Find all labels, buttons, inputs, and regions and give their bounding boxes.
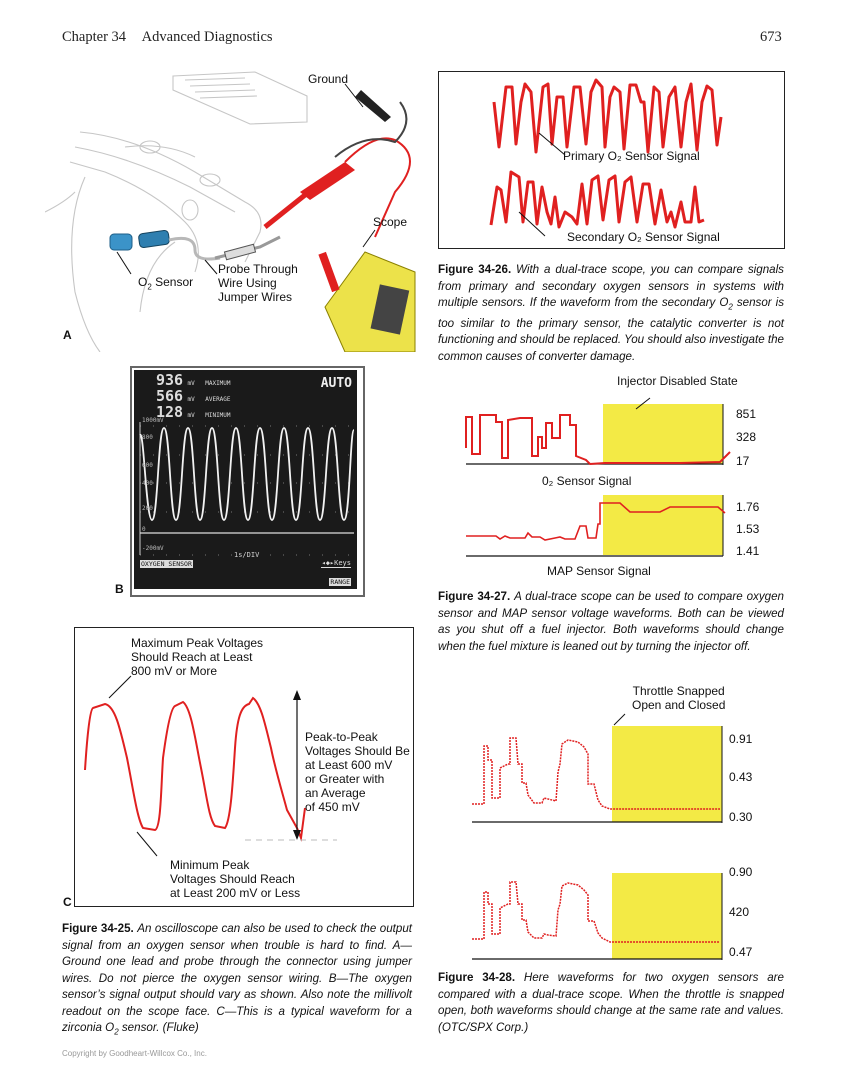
scope-range-button: RANGE bbox=[330, 578, 350, 586]
panel-letter-c: C bbox=[63, 895, 72, 909]
label-o2-sensor-signal: 0₂ Sensor Signal bbox=[542, 474, 632, 488]
top-tick-0-30: 0.30 bbox=[729, 810, 753, 824]
primary-o2-waveform bbox=[494, 80, 721, 152]
scope-screen bbox=[134, 370, 357, 589]
y-tick-minus-200mv: -200mV bbox=[142, 545, 164, 552]
y-tick-400: 400 bbox=[142, 480, 153, 487]
y-tick-200: 200 bbox=[142, 505, 153, 512]
scope-hookup-illustration bbox=[45, 62, 420, 352]
figure-34-28-graphic bbox=[470, 680, 770, 960]
map-tick-1-41: 1.41 bbox=[736, 544, 760, 558]
label-probe-through-wire: Probe Through Wire Using Jumper Wires bbox=[218, 262, 298, 304]
figure-34-25-panel-c bbox=[74, 627, 414, 907]
page-header bbox=[62, 29, 762, 46]
bottom-tick-0-47: 0.47 bbox=[729, 945, 753, 959]
chapter-title: Advanced Diagnostics bbox=[141, 29, 273, 45]
top-tick-0-43: 0.43 bbox=[729, 770, 753, 784]
label-primary-o2-signal: Primary O₂ Sensor Signal bbox=[563, 149, 700, 163]
secondary-o2-waveform bbox=[491, 172, 704, 227]
panel-letter-b: B bbox=[115, 582, 124, 596]
figure-34-27-caption: Figure 34-27. A dual-trace scope can be used to compare oxygen sensor and MAP sensor voltage waveforms. Both can be viewed as you shut off a fuel injector. Both waveforms should change when the fuel mixture is leaned out by turning the injector off. bbox=[438, 590, 784, 653]
bottom-tick-0-90: 0.90 bbox=[729, 865, 753, 879]
map-tick-1-76: 1.76 bbox=[736, 500, 760, 514]
scope-keys-label: ◂◆▸Keys bbox=[321, 559, 351, 567]
figure-34-26-caption: Figure 34-26. With a dual-trace scope, you can compare signals from primary and secondary oxygen sensors in systems with multiple sensors. If the waveform from the secondary $O_2$ sensor is too similar to the primary sensor, the catalytic converter is not functioning and should be replaced. You should also investigate the common causes of converter damage. bbox=[438, 263, 784, 363]
y-tick-800: 800 bbox=[142, 434, 153, 441]
caption-label: Figure 34-26. bbox=[438, 263, 512, 276]
scope-readouts: 936 mV MAXIMUM 566 mV AVERAGE 128 mV MINIMUM bbox=[156, 371, 231, 421]
scope-mode-auto: AUTO bbox=[320, 376, 352, 391]
figure-34-28-caption: Figure 34-28. Here waveforms for two oxygen sensors are compared with a dual-trace scope. When the throttle is snapped open, both waveforms should change at the same rate and values. (OTC/SPX Corp.) bbox=[438, 971, 784, 1034]
label-throttle-snapped: Throttle Snapped Open and Closed bbox=[632, 684, 726, 712]
figure-34-26-graphic bbox=[438, 71, 785, 249]
scope-timebase: 1s/DIV bbox=[234, 551, 260, 559]
y-tick-0: 0 bbox=[142, 526, 146, 533]
label-secondary-o2-signal: Secondary O₂ Sensor Signal bbox=[567, 230, 720, 244]
bottom-tick-420: 420 bbox=[729, 905, 750, 919]
y-tick-1000mv: 1000mV bbox=[142, 417, 164, 424]
chapter-number: Chapter 34 bbox=[62, 29, 127, 45]
y-tick-600: 600 bbox=[142, 462, 153, 469]
label-ground: Ground bbox=[308, 72, 349, 86]
o2-tick-851: 851 bbox=[736, 407, 757, 421]
figure-34-27-graphic bbox=[460, 370, 790, 580]
caption-label: Figure 34-25. bbox=[62, 922, 134, 935]
label-o2-sensor: $O_2$ Sensor bbox=[138, 275, 194, 292]
copyright-footer: Copyright by Goodheart-Willcox Co., Inc. bbox=[62, 1049, 207, 1058]
label-scope: Scope bbox=[373, 215, 408, 229]
label-injector-disabled-state: Injector Disabled State bbox=[617, 374, 738, 388]
note-peak-to-peak: Peak-to-Peak Voltages Should Be at Least 600 mV or Greater with an Average of 450 mV bbox=[305, 730, 410, 814]
label-map-sensor-signal: MAP Sensor Signal bbox=[547, 564, 651, 578]
figure-34-25-panel-b bbox=[130, 366, 365, 597]
figure-34-25-panel-a bbox=[45, 62, 420, 352]
page-number: 673 bbox=[760, 29, 782, 45]
o2-tick-328: 328 bbox=[736, 430, 757, 444]
scope-channel-label: OXYGEN SENSOR bbox=[141, 560, 192, 568]
note-min-peak: Minimum Peak Voltages Should Reach at Least 200 mV or Less bbox=[170, 858, 301, 900]
caption-label: Figure 34-27. bbox=[438, 590, 511, 603]
o2-tick-17: 17 bbox=[736, 454, 750, 468]
note-max-peak: Maximum Peak Voltages Should Reach at Least 800 mV or More bbox=[131, 636, 264, 678]
top-tick-0-91: 0.91 bbox=[729, 732, 753, 746]
figure-34-25-caption: Figure 34-25. An oscilloscope can also be used to check the output signal from an oxygen sensor when trouble is hard to find. A—Ground one lead and probe through the connector using jumper wires. Do not pierce the oxygen sensor wiring. B—The oxygen sensor’s signal output should vary as shown. Also note the millivolt readout on the scope face. C—This is a typical waveform for a zirconia $O_2$ sensor. (Fluke) bbox=[62, 922, 412, 1037]
panel-letter-a: A bbox=[63, 328, 72, 342]
throttle-waveforms bbox=[470, 680, 770, 960]
map-tick-1-53: 1.53 bbox=[736, 522, 760, 536]
caption-label: Figure 34-28. bbox=[438, 971, 516, 984]
